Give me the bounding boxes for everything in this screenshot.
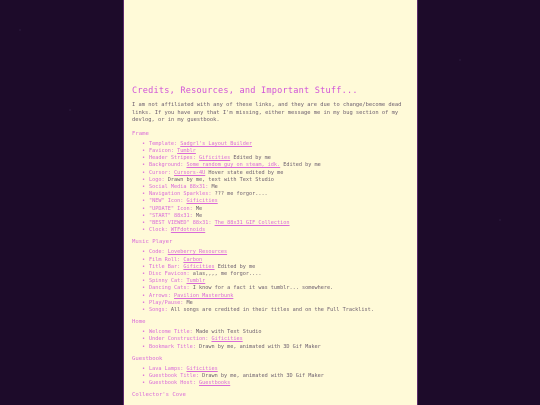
credit-item <box>142 184 409 191</box>
credit-item <box>142 220 409 227</box>
credit-item <box>142 141 409 148</box>
content-panel <box>123 0 418 405</box>
credit-link[interactable]: Guestbooks <box>198 380 231 387</box>
credit-item <box>142 170 409 177</box>
credit-list <box>132 249 409 314</box>
credit-note: Edited by me <box>280 162 321 169</box>
credit-label: Template: <box>149 140 178 147</box>
credit-note: Drawn by me, animated with 3D Gif Maker <box>195 343 321 350</box>
credit-link[interactable]: Gificities <box>186 365 218 372</box>
credit-item <box>142 198 409 205</box>
credit-item <box>142 293 409 300</box>
credit-note: Made with Text Studio <box>192 329 262 336</box>
page-title: Credits, Resources, and Important Stuff... <box>132 86 358 96</box>
credit-link[interactable]: Cursors-4U <box>174 169 206 176</box>
credit-label: Songs: <box>149 307 168 314</box>
credit-label: Bookmark Title: <box>149 343 196 350</box>
credit-link[interactable]: WTFdotnoids <box>170 227 206 234</box>
credit-list <box>132 329 409 351</box>
credit-item <box>142 344 409 351</box>
credit-label: Header Stripes: <box>149 155 196 162</box>
intro-text: I am not affiliated with any of these links, and they are due to change/become dead links. If you have any that I'm missing, either message me in my bug section of my devlog, or in my guestbook. <box>132 102 402 124</box>
credit-link[interactable]: Gificities <box>186 198 218 205</box>
credit-item <box>142 227 409 234</box>
credit-label: Welcome Title: <box>149 329 193 336</box>
credit-note: Drawn by me, text with Text Studio <box>164 176 274 183</box>
credit-label: Code: <box>149 249 165 256</box>
credit-label: "NEW" Icon: <box>149 198 184 205</box>
credit-item <box>142 307 409 314</box>
credit-label: Play/Pause: <box>149 299 184 306</box>
credit-label: Background: <box>149 162 184 169</box>
section-title: Frame <box>132 130 149 137</box>
credit-link[interactable]: Some random guy on steam, idk. <box>186 162 281 169</box>
credit-item <box>142 155 409 162</box>
credit-note: alas,,,, me forgor.... <box>189 271 262 278</box>
credit-item <box>142 271 409 278</box>
credit-note: Me <box>192 212 203 219</box>
credit-list <box>132 141 409 235</box>
credit-link[interactable]: Gificities <box>183 263 215 270</box>
credit-item <box>142 177 409 184</box>
credit-label: Guestbook Title: <box>149 373 199 380</box>
credit-link[interactable]: The 88x31 GIF Collection <box>214 220 290 227</box>
credit-note: Me <box>208 184 218 190</box>
section-title: Collector's Cove <box>132 392 186 399</box>
credit-label: Film Roll: <box>149 256 181 263</box>
credit-label: Disc Favicon: <box>149 271 190 278</box>
section-title: Music Player <box>132 239 173 246</box>
credit-label: Lava Lamps: <box>149 365 184 372</box>
credit-link[interactable]: Tumblr <box>186 278 206 285</box>
credit-item <box>142 206 409 213</box>
section-title: Guestbook <box>132 355 163 362</box>
credits-sections <box>132 131 409 399</box>
credit-item <box>142 213 409 220</box>
credit-note: Hover state edited by me <box>205 169 284 176</box>
credit-note: Me <box>183 299 193 306</box>
credit-link[interactable]: Carbon <box>183 256 203 263</box>
credit-note: ??? me forgor.... <box>211 191 268 198</box>
credit-label: Navigation Sparkles: <box>149 191 212 198</box>
credit-label: Logo: <box>149 176 165 183</box>
credit-label: Guestbook Host: <box>149 380 196 387</box>
credit-note: Edited by me <box>230 155 271 162</box>
credit-item <box>142 285 409 292</box>
credit-item <box>142 249 409 256</box>
credit-item <box>142 278 409 285</box>
credit-label: "UPDATE" Icon: <box>149 205 193 212</box>
credit-note: Me <box>192 205 203 212</box>
credit-note: I know for a fact it was tumblr... somewhere. <box>189 285 334 292</box>
credit-item <box>142 336 409 343</box>
credit-list <box>132 366 409 388</box>
credit-link[interactable]: Gificities <box>198 155 231 162</box>
credit-link[interactable]: Gificities <box>211 336 243 343</box>
credit-label: Title Bar: <box>149 263 181 270</box>
credit-item <box>142 257 409 264</box>
credit-item <box>142 380 409 387</box>
credit-label: Arrows: <box>149 292 171 299</box>
credit-link[interactable]: Tumblr <box>177 147 196 154</box>
credit-label: Spinny Cat: <box>149 278 184 285</box>
credit-label: Dancing Cats: <box>149 285 190 292</box>
credit-item <box>142 373 409 380</box>
credit-item <box>142 329 409 336</box>
credit-item <box>142 300 409 307</box>
credit-label: Clock: <box>149 227 168 234</box>
credit-item <box>142 264 409 271</box>
credit-note: Edited by me <box>214 263 256 270</box>
credit-label: Cursor: <box>149 169 171 176</box>
credit-item <box>142 148 409 155</box>
credit-link[interactable]: Loveberry Resources <box>167 249 228 256</box>
credit-link[interactable]: Sadgrl's Layout Builder <box>180 140 253 147</box>
credit-label: "START" 88x31: <box>149 212 193 219</box>
credit-label: Favicon: <box>149 147 174 154</box>
credit-item <box>142 162 409 169</box>
credit-label: "BEST VIEWED" 88x31: <box>149 220 212 227</box>
credit-label: Social Media 88x31: <box>149 184 209 190</box>
credit-label: Under Construction: <box>149 336 209 343</box>
credit-item <box>142 366 409 373</box>
credit-note: All songs are credited in their titles and on the Full Tracklist. <box>167 307 374 314</box>
credit-link[interactable]: Pavilion Masterbunk <box>174 292 234 299</box>
credit-note: Drawn by me, animated with 3D Gif Maker <box>198 373 324 380</box>
credit-item <box>142 191 409 198</box>
section-title: Home <box>132 319 146 326</box>
